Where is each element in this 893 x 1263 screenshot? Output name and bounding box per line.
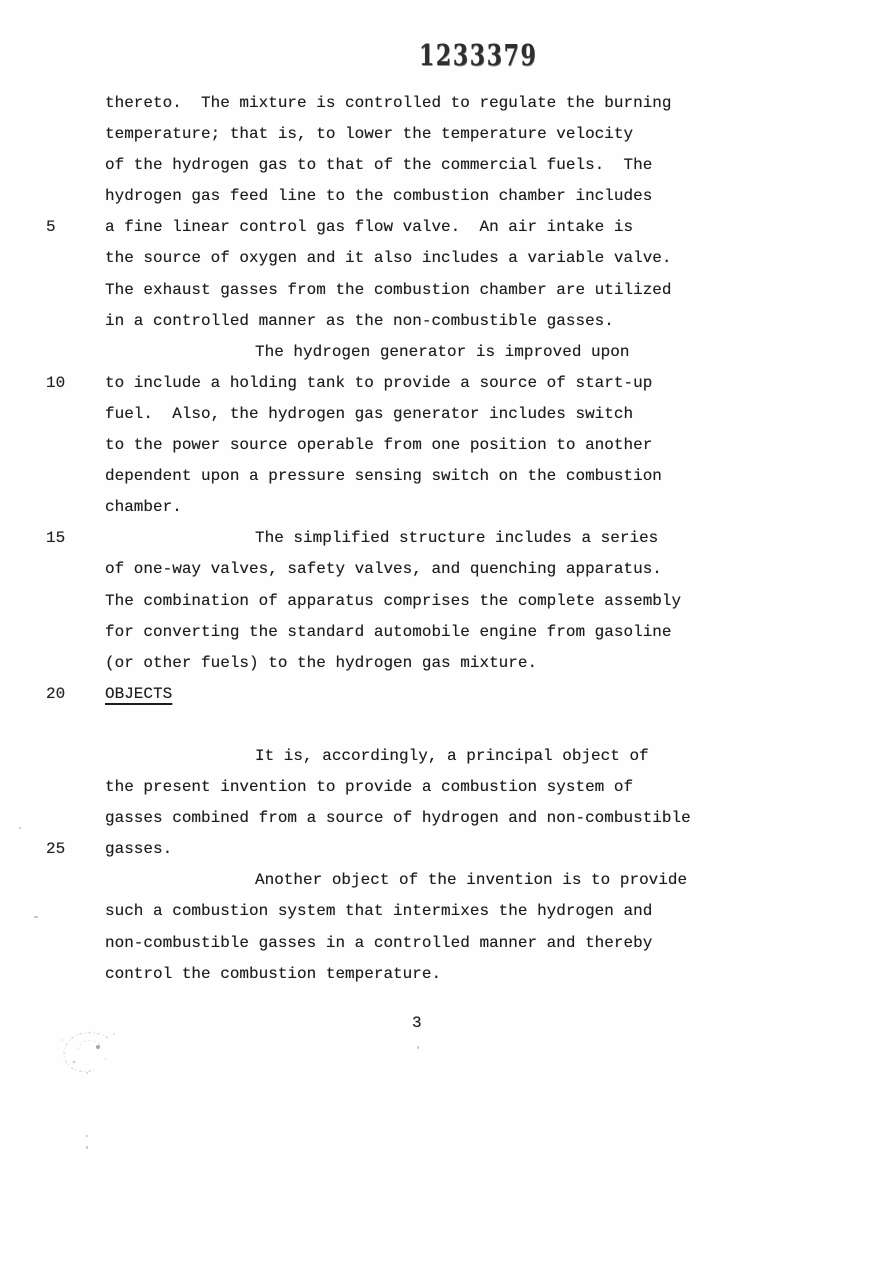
scan-speck xyxy=(19,827,21,829)
text-line xyxy=(0,150,893,181)
line-text: The exhaust gasses from the combustion chamber are utilized xyxy=(105,280,672,299)
line-text: the present invention to provide a combustion system of xyxy=(105,778,634,797)
line-text: gasses combined from a source of hydrogen and non-combustible xyxy=(105,809,691,828)
margin-line-number: 5 xyxy=(46,218,56,237)
text-line xyxy=(0,741,893,772)
line-text: of one-way valves, safety valves, and quenching apparatus. xyxy=(105,560,662,579)
text-line xyxy=(0,928,893,959)
text-line xyxy=(0,492,893,523)
text-line xyxy=(0,554,893,585)
line-text: dependent upon a pressure sensing switch on the combustion xyxy=(105,467,662,486)
line-text: of the hydrogen gas to that of the commercial fuels. The xyxy=(105,156,653,175)
scan-speck xyxy=(34,916,38,918)
text-line xyxy=(0,865,893,896)
line-text: (or other fuels) to the hydrogen gas mixture. xyxy=(105,653,538,672)
patent-number-stamp: 1233379 xyxy=(419,39,538,73)
line-text: in a controlled manner as the non-combustible gasses. xyxy=(105,311,614,330)
page-number: 3 xyxy=(412,1014,422,1032)
line-text: to include a holding tank to provide a source of start-up xyxy=(105,373,653,392)
text-line xyxy=(0,679,893,710)
line-text: for converting the standard automobile engine from gasoline xyxy=(105,622,672,641)
line-text: OBJECTS xyxy=(105,684,173,703)
margin-line-number: 25 xyxy=(46,840,66,859)
line-text: the source of oxygen and it also includes a variable valve. xyxy=(105,249,672,268)
line-text: The simplified structure includes a series xyxy=(255,529,659,548)
margin-line-number: 20 xyxy=(46,684,66,703)
margin-line-number: 15 xyxy=(46,529,66,548)
line-text: It is, accordingly, a principal object of xyxy=(255,746,649,765)
line-text: non-combustible gasses in a controlled manner and thereby xyxy=(105,933,653,952)
line-text: thereto. The mixture is controlled to regulate the burning xyxy=(105,94,672,112)
text-line xyxy=(0,243,893,274)
text-line xyxy=(0,368,893,399)
scan-speck xyxy=(86,1146,88,1149)
line-text: control the combustion temperature. xyxy=(105,964,442,983)
text-line xyxy=(0,119,893,150)
line-text: The hydrogen generator is improved upon xyxy=(255,342,630,361)
text-line xyxy=(0,88,893,119)
line-text: Another object of the invention is to provide xyxy=(255,871,688,890)
text-line xyxy=(0,337,893,368)
text-line xyxy=(0,617,893,648)
line-text: hydrogen gas feed line to the combustion chamber includes xyxy=(105,187,653,206)
line-text: temperature; that is, to lower the temperature velocity xyxy=(105,125,634,144)
line-text: chamber. xyxy=(105,498,182,517)
text-line xyxy=(0,399,893,430)
scan-speck xyxy=(86,1135,88,1137)
text-line xyxy=(0,803,893,834)
line-text: fuel. Also, the hydrogen gas generator includes switch xyxy=(105,404,634,423)
text-line xyxy=(0,896,893,927)
text-line xyxy=(0,212,893,243)
line-text: to the power source operable from one position to another xyxy=(105,436,653,455)
line-text: gasses. xyxy=(105,840,173,859)
text-line xyxy=(0,586,893,617)
typewritten-lines xyxy=(0,88,893,990)
text-line xyxy=(0,461,893,492)
text-line xyxy=(0,181,893,212)
text-line xyxy=(0,648,893,679)
text-line xyxy=(0,834,893,865)
text-line xyxy=(0,959,893,990)
ink-smudge-artifact xyxy=(50,1026,128,1082)
text-line xyxy=(0,772,893,803)
text-line xyxy=(0,523,893,554)
text-line xyxy=(0,275,893,306)
blank-line xyxy=(0,710,893,741)
margin-line-number: 10 xyxy=(46,373,66,392)
line-text: The combination of apparatus comprises the complete assembly xyxy=(105,591,682,610)
scan-speck xyxy=(417,1046,419,1049)
line-text: such a combustion system that intermixes the hydrogen and xyxy=(105,902,653,921)
line-text: a fine linear control gas flow valve. An air intake is xyxy=(105,218,634,237)
text-line xyxy=(0,430,893,461)
text-line xyxy=(0,306,893,337)
